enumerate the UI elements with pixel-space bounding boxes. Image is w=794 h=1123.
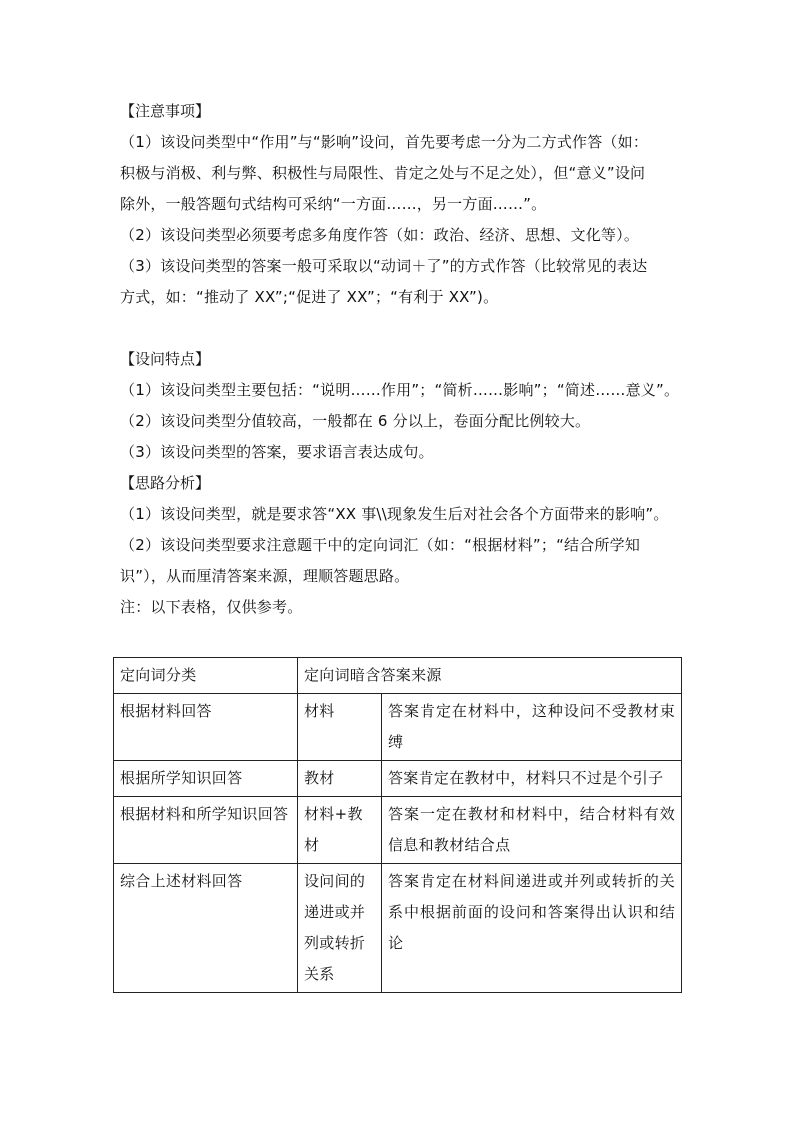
source-cell: 设问间的递进或并列或转折关系 bbox=[298, 864, 382, 993]
category-cell: 综合上述材料回答 bbox=[114, 864, 298, 993]
notes-line: （1）该设问类型中“作用”与“影响”设问，首先要考虑一分为二方式作答（如： bbox=[120, 133, 649, 151]
document-body bbox=[120, 96, 686, 623]
explanation-cell: 答案肯定在材料间递进或并列或转折的关系中根据前面的设问和答案得出认识和结论 bbox=[382, 864, 682, 993]
table-row bbox=[114, 797, 682, 864]
features-line: （3）该设问类型的答案，要求语言表达成句。 bbox=[120, 443, 434, 461]
source-cell: 教材 bbox=[298, 761, 382, 797]
table-row bbox=[114, 694, 682, 761]
table-header-row bbox=[114, 658, 682, 694]
notes-heading: 【注意事项】 bbox=[120, 102, 211, 120]
table-row bbox=[114, 864, 682, 993]
features-heading: 【设问特点】 bbox=[120, 350, 211, 368]
direction-word-table bbox=[113, 657, 682, 993]
analysis-line: （2）该设问类型要求注意题干中的定向词汇（如：“根据材料”；“结合所学知 bbox=[120, 536, 641, 554]
section-spacer bbox=[120, 313, 686, 344]
analysis-heading: 【思路分析】 bbox=[120, 474, 211, 492]
notes-line: 除外，一般答题句式结构可采纳“一方面……，另一方面……”。 bbox=[120, 195, 547, 213]
table-row bbox=[114, 761, 682, 797]
notes-line: （3）该设问类型的答案一般可采取以“动词＋了”的方式作答（比较常见的表达 bbox=[120, 257, 648, 275]
analysis-line: 识”），从而厘清答案来源，理顺答题思路。 bbox=[120, 567, 410, 585]
header-cell-category: 定向词分类 bbox=[114, 658, 298, 694]
header-cell-source: 定向词暗含答案来源 bbox=[298, 658, 682, 694]
source-cell: 材料+教材 bbox=[298, 797, 382, 864]
source-cell: 材料 bbox=[298, 694, 382, 761]
notes-line: 积极与消极、利与弊、积极性与局限性、肯定之处与不足之处），但“意义”设问 bbox=[120, 164, 646, 182]
features-line: （2）该设问类型分值较高，一般都在 6 分以上，卷面分配比例较大。 bbox=[120, 412, 591, 430]
notes-line: （2）该设问类型必须要考虑多角度作答（如：政治、经济、思想、文化等）。 bbox=[120, 226, 640, 244]
category-cell: 根据材料回答 bbox=[114, 694, 298, 761]
analysis-line: （1）该设问类型，就是要求答“XX 事\\现象发生后对社会各个方面带来的影响”。 bbox=[120, 505, 669, 523]
features-line: （1）该设问类型主要包括：“说明……作用”；“简析……影响”；“简述……意义”。 bbox=[120, 381, 680, 399]
explanation-cell: 答案肯定在教材中，材料只不过是个引子 bbox=[382, 761, 682, 797]
category-cell: 根据材料和所学知识回答 bbox=[114, 797, 298, 864]
category-cell: 根据所学知识回答 bbox=[114, 761, 298, 797]
explanation-cell: 答案一定在教材和材料中，结合材料有效信息和教材结合点 bbox=[382, 797, 682, 864]
explanation-cell: 答案肯定在材料中，这种设问不受教材束缚 bbox=[382, 694, 682, 761]
notes-line: 方式，如：“推动了 XX”;“促进了 XX”；“有利于 XX”)。 bbox=[120, 288, 499, 306]
analysis-note: 注：以下表格，仅供参考。 bbox=[120, 598, 303, 616]
